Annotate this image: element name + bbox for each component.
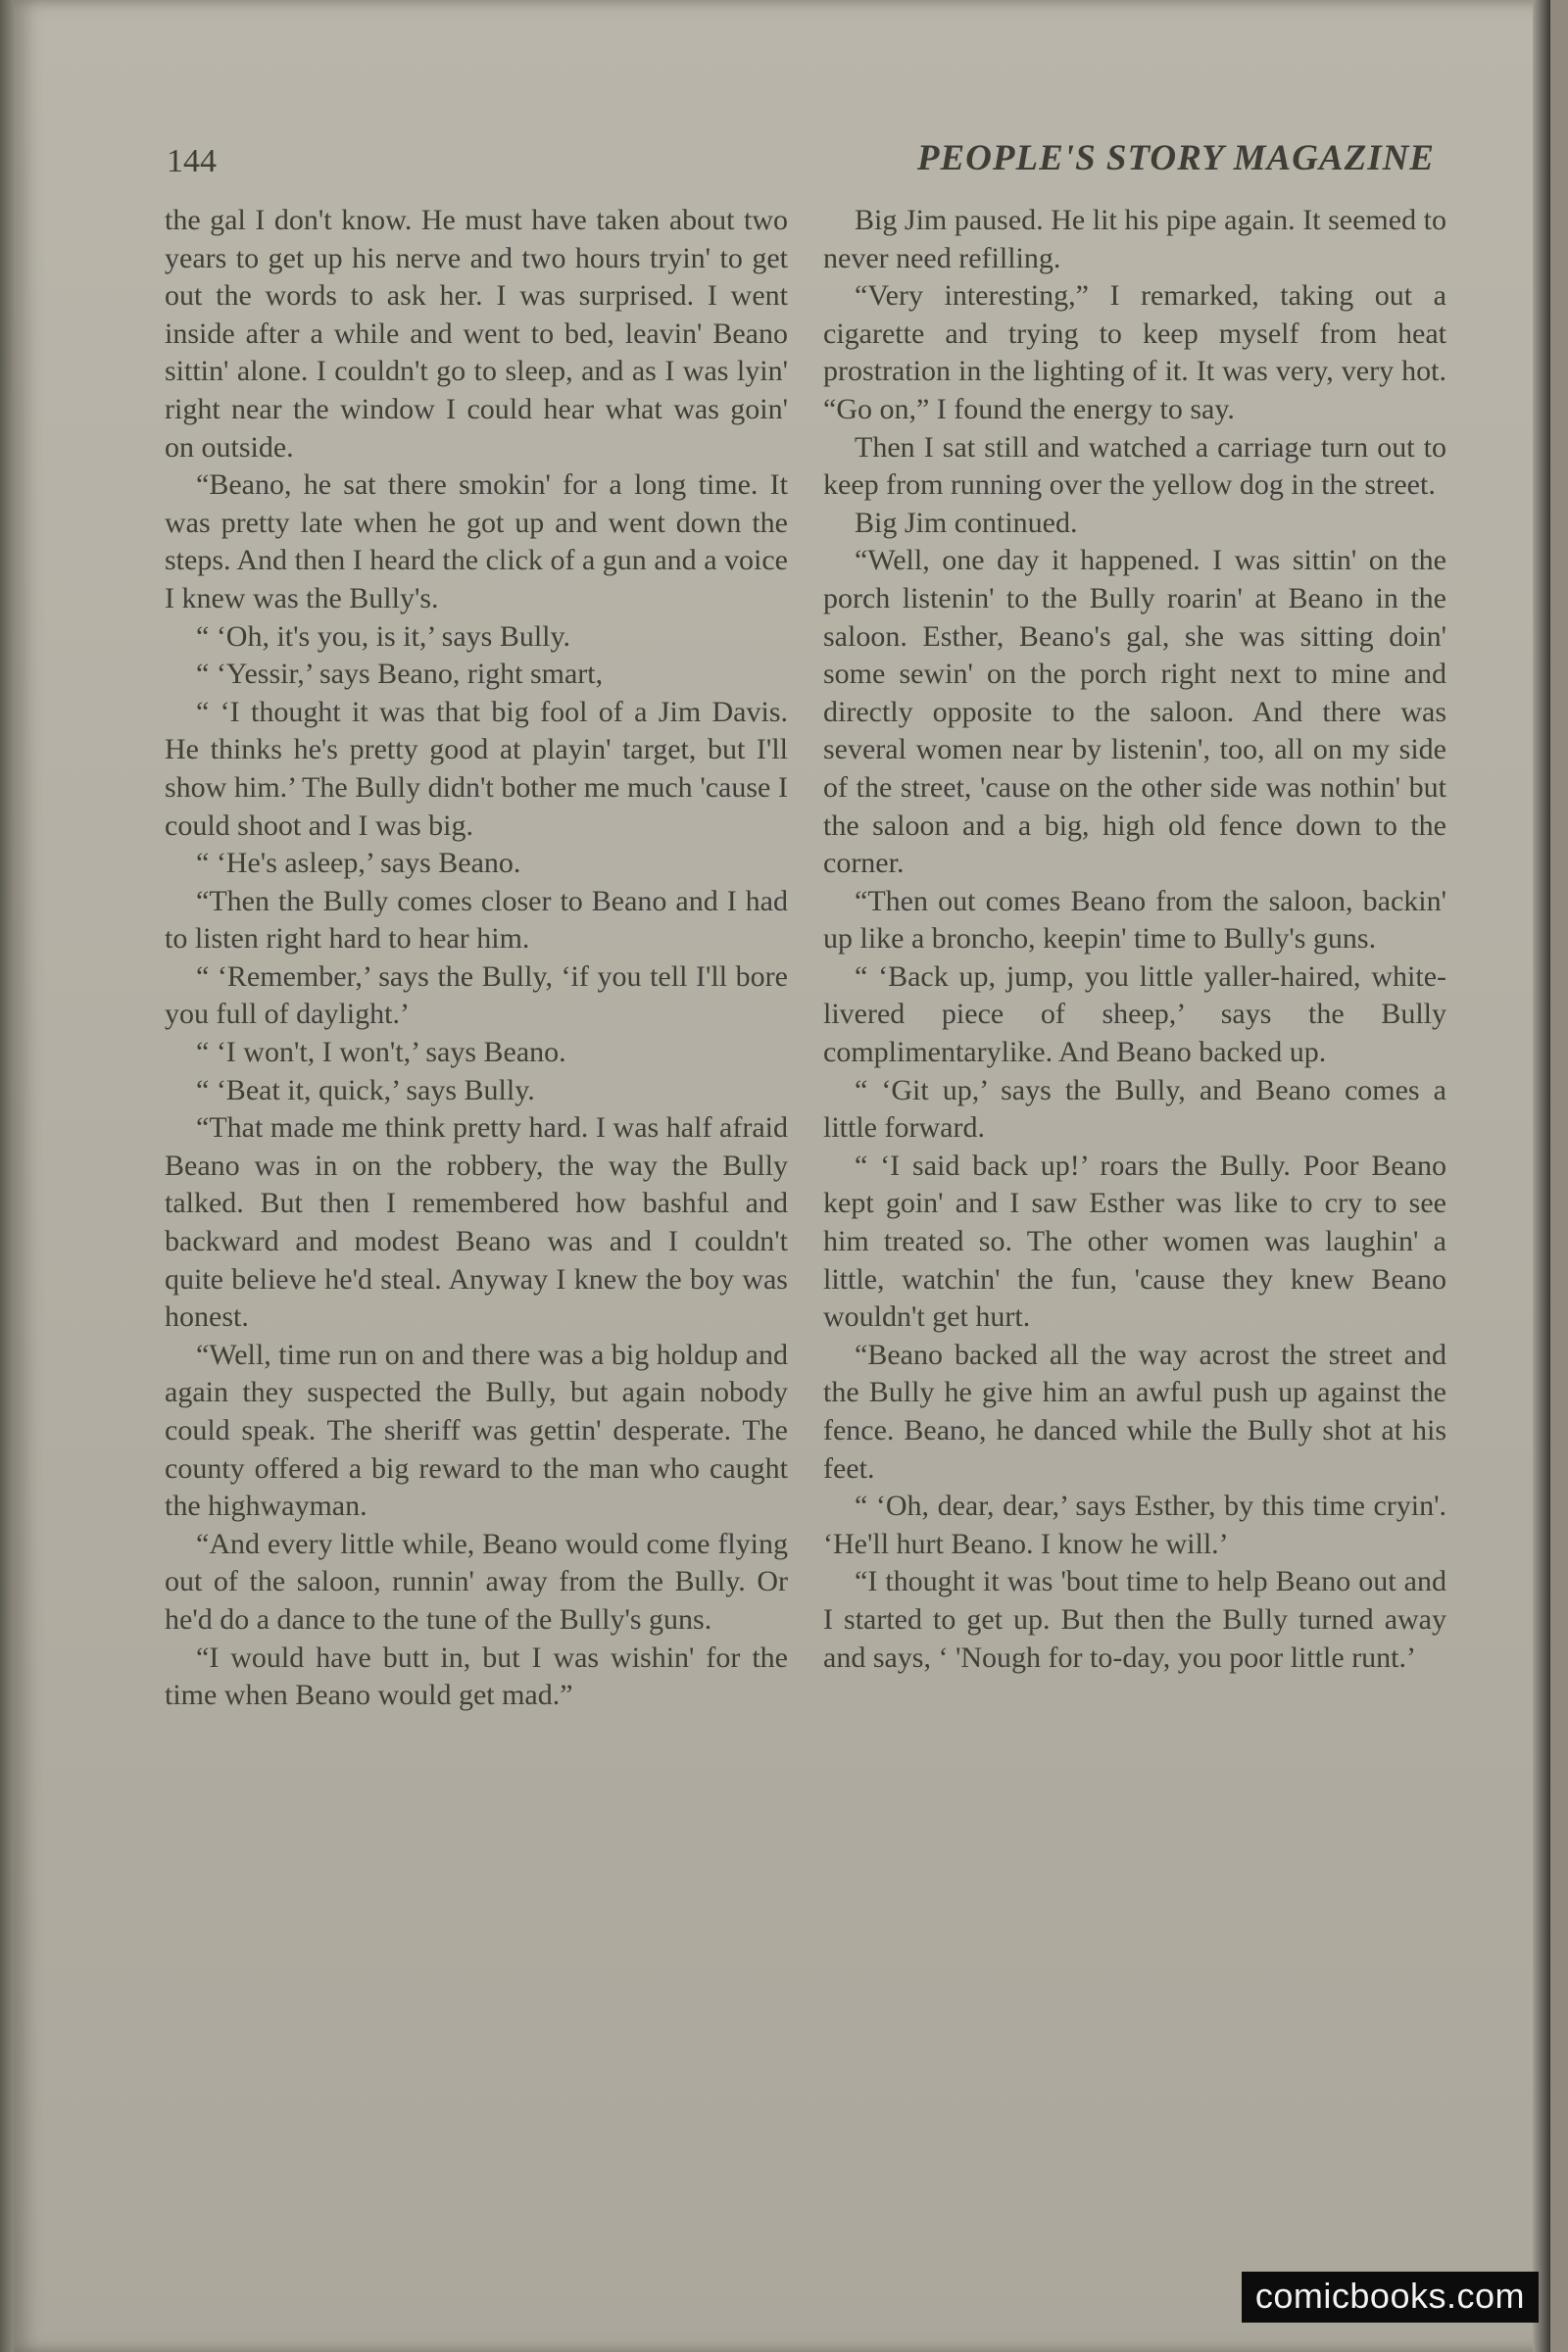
paragraph: “Very interesting,” I remarked, taking out a cigarette and trying to keep myself from heat prostration in the lighting of it. It was very, very hot. “Go on,” I found the energy to say. <box>823 279 1446 425</box>
magazine-page <box>14 0 1550 2352</box>
paragraph: Big Jim continued. <box>855 506 1078 539</box>
paragraph: “I would have butt in, but I was wishin' for the time when Beano would get mad.” <box>165 1641 788 1712</box>
paragraph: “ ‘Oh, it's you, is it,’ says Bully. <box>196 619 571 653</box>
page-number: 144 <box>167 143 217 179</box>
right-text-column <box>823 202 1446 1677</box>
paragraph: “Then out comes Beano from the saloon, backin' up like a broncho, keepin' time to Bully's guns. <box>823 884 1446 956</box>
paragraph: “ ‘I thought it was that big fool of a Jim Davis. He thinks he's pretty good at playin' target, but I'll show him.’ The Bully didn't bother me much 'cause I could shoot and I was big. <box>165 695 788 842</box>
paragraph: “I thought it was 'bout time to help Beano out and I started to get up. But then the Bully turned away and says, ‘ 'Nough for to-day, you poor little runt.’ <box>823 1565 1446 1674</box>
paragraph: “ ‘Remember,’ says the Bully, ‘if you tell I'll bore you full of daylight.’ <box>165 959 788 1031</box>
paragraph: “Well, time run on and there was a big holdup and again they suspected the Bully, but again nobody could speak. The sheriff was gettin' desperate. The county offered a big reward to the man who caught the highwayman. <box>165 1338 788 1523</box>
left-text-column <box>165 202 788 1715</box>
magazine-title: PEOPLE'S STORY MAGAZINE <box>916 138 1435 178</box>
paragraph: “ ‘Beat it, quick,’ says Bully. <box>196 1073 535 1106</box>
paragraph: “Well, one day it happened. I was sittin' on the porch listenin' to the Bully roarin' at Beano in the saloon. Esther, Beano's gal, she was sitting doin' some sewin' on the porch right next to mine and directly opposite to the saloon. And there was several women near by listenin', too, all on my side of the street, 'cause on the other side was nothin' but the saloon and a big, high old fence down to the corner. <box>823 544 1446 880</box>
paragraph: “And every little while, Beano would come flying out of the saloon, runnin' away from the Bully. Or he'd do a dance to the tune of the Bully's guns. <box>165 1527 788 1636</box>
paragraph: “ ‘He's asleep,’ says Beano. <box>196 847 521 880</box>
paragraph: Big Jim paused. He lit his pipe again. It seemed to never need refilling. <box>823 204 1446 274</box>
page-header <box>151 137 1435 196</box>
paragraph: “ ‘I won't, I won't,’ says Beano. <box>196 1036 566 1069</box>
site-watermark[interactable]: comicbooks.com <box>1242 2272 1539 2323</box>
page-edge-shadow <box>1533 0 1550 2352</box>
paragraph: “Beano, he sat there smokin' for a long time. It was pretty late when he got up and went down the steps. And then I heard the click of a gun and a voice I knew was the Bully's. <box>165 468 788 614</box>
paragraph: “ ‘I said back up!’ roars the Bully. Poor Beano kept goin' and I saw Esther was like to cry to see him treated so. The other women was laughin' a little, watchin' the fun, 'cause they knew Beano wouldn't get hurt. <box>823 1149 1446 1334</box>
paragraph: “ ‘Back up, jump, you little yaller-haired, white-livered piece of sheep,’ says the Bully complimentarylike. And Beano backed up. <box>823 959 1446 1069</box>
paragraph: “ ‘Yessir,’ says Beano, right smart, <box>196 658 604 691</box>
paragraph: “Then the Bully comes closer to Beano and I had to listen right hard to hear him. <box>165 884 788 956</box>
paragraph: “ ‘Oh, dear, dear,’ says Esther, by this time cryin'. ‘He'll hurt Beano. I know he will.’ <box>823 1490 1446 1560</box>
paragraph: the gal I don't know. He must have taken about two years to get up his nerve and two hours tryin' to get out the words to ask her. I was surprised. I went inside after a while and went to bed, leavin' Beano sittin' alone. I couldn't go to sleep, and as I was lyin' right near the window I could hear what was goin' on outside. <box>165 204 788 464</box>
paragraph: “That made me think pretty hard. I was half afraid Beano was in on the robbery, the way the Bully talked. But then I remembered how bashful and backward and modest Beano was and I couldn't quite believe he'd steal. Anyway I knew the boy was honest. <box>165 1111 788 1334</box>
book-spine-edge <box>0 0 14 2352</box>
paragraph: “ ‘Git up,’ says the Bully, and Beano comes a little forward. <box>823 1073 1446 1145</box>
paragraph: “Beano backed all the way acrost the street and the Bully he give him an awful push up against the fence. Beano, he danced while the Bully shot at his feet. <box>823 1338 1446 1485</box>
paragraph: Then I sat still and watched a carriage turn out to keep from running over the yellow dog in the street. <box>823 430 1446 502</box>
